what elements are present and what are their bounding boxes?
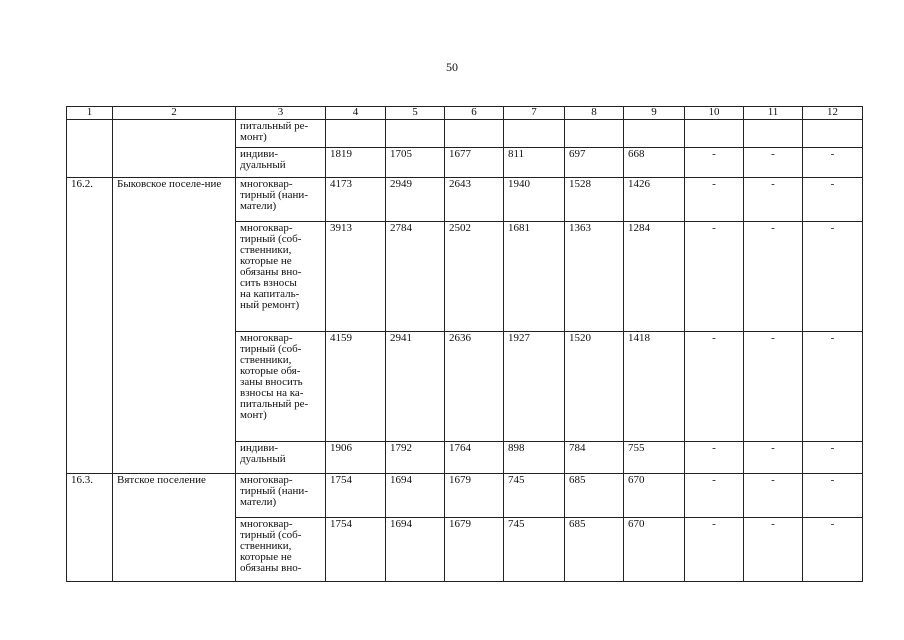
dash-cell: - <box>685 178 744 222</box>
value-cell: 1418 <box>624 332 685 442</box>
value-cell: 2949 <box>386 178 445 222</box>
value-cell: 1906 <box>326 442 386 474</box>
housing-type: питальный ре- монт) <box>236 120 326 148</box>
column-header: 1 <box>67 107 113 120</box>
value-cell: 4159 <box>326 332 386 442</box>
dash-cell: - <box>685 222 744 332</box>
tariff-table <box>66 106 863 582</box>
row-number <box>67 120 113 178</box>
value-cell: 2784 <box>386 222 445 332</box>
housing-type: многоквар- тирный (соб- ственники, которые не обязаны вно- <box>236 518 326 582</box>
dash-cell: - <box>744 518 803 582</box>
dash-cell: - <box>803 332 863 442</box>
value-cell: 1528 <box>565 178 624 222</box>
value-cell <box>565 120 624 148</box>
column-header: 2 <box>113 107 236 120</box>
column-header: 6 <box>445 107 504 120</box>
dash-cell: - <box>744 222 803 332</box>
table-row <box>67 474 863 518</box>
dash-cell: - <box>744 442 803 474</box>
dash-cell: - <box>744 148 803 178</box>
table-row <box>67 120 863 148</box>
value-cell <box>326 120 386 148</box>
value-cell: 1679 <box>445 518 504 582</box>
value-cell: 3913 <box>326 222 386 332</box>
dash-cell: - <box>744 178 803 222</box>
settlement-name: Быковское поселе-ние <box>113 178 236 474</box>
empty-cell <box>685 120 744 148</box>
value-cell: 1284 <box>624 222 685 332</box>
column-header: 10 <box>685 107 744 120</box>
settlement-name: Вятское поселение <box>113 474 236 582</box>
header-row <box>67 107 863 120</box>
dash-cell: - <box>744 474 803 518</box>
value-cell: 1677 <box>445 148 504 178</box>
dash-cell: - <box>803 178 863 222</box>
value-cell: 685 <box>565 518 624 582</box>
value-cell: 1940 <box>504 178 565 222</box>
value-cell: 745 <box>504 518 565 582</box>
value-cell <box>445 120 504 148</box>
housing-type: индиви- дуальный <box>236 148 326 178</box>
value-cell: 1363 <box>565 222 624 332</box>
housing-type: многоквар- тирный (соб- ственники, которые не обязаны вно- сить взносы на капиталь- ный ремонт) <box>236 222 326 332</box>
dash-cell: - <box>744 332 803 442</box>
dash-cell: - <box>685 442 744 474</box>
dash-cell: - <box>803 442 863 474</box>
page-number: 50 <box>446 60 458 74</box>
value-cell <box>386 120 445 148</box>
value-cell: 1927 <box>504 332 565 442</box>
column-header: 8 <box>565 107 624 120</box>
row-number: 16.3. <box>67 474 113 582</box>
value-cell: 811 <box>504 148 565 178</box>
value-cell: 784 <box>565 442 624 474</box>
value-cell: 1426 <box>624 178 685 222</box>
column-header: 11 <box>744 107 803 120</box>
value-cell: 1792 <box>386 442 445 474</box>
value-cell: 2941 <box>386 332 445 442</box>
value-cell: 2643 <box>445 178 504 222</box>
empty-cell <box>803 120 863 148</box>
value-cell: 2502 <box>445 222 504 332</box>
value-cell: 1754 <box>326 518 386 582</box>
column-header: 3 <box>236 107 326 120</box>
row-number: 16.2. <box>67 178 113 474</box>
dash-cell: - <box>685 148 744 178</box>
value-cell: 1705 <box>386 148 445 178</box>
housing-type: многоквар- тирный (нани- матели) <box>236 474 326 518</box>
dash-cell: - <box>803 222 863 332</box>
value-cell: 668 <box>624 148 685 178</box>
empty-cell <box>744 120 803 148</box>
column-header: 5 <box>386 107 445 120</box>
dash-cell: - <box>803 148 863 178</box>
value-cell: 1694 <box>386 474 445 518</box>
dash-cell: - <box>803 518 863 582</box>
value-cell: 755 <box>624 442 685 474</box>
value-cell: 1754 <box>326 474 386 518</box>
housing-type: индиви- дуальный <box>236 442 326 474</box>
value-cell: 670 <box>624 518 685 582</box>
value-cell: 685 <box>565 474 624 518</box>
column-header: 12 <box>803 107 863 120</box>
value-cell <box>504 120 565 148</box>
value-cell: 697 <box>565 148 624 178</box>
housing-type: многоквар- тирный (нани- матели) <box>236 178 326 222</box>
value-cell: 1520 <box>565 332 624 442</box>
column-header: 7 <box>504 107 565 120</box>
dash-cell: - <box>685 518 744 582</box>
value-cell: 4173 <box>326 178 386 222</box>
column-header: 9 <box>624 107 685 120</box>
value-cell: 1819 <box>326 148 386 178</box>
dash-cell: - <box>685 332 744 442</box>
column-header: 4 <box>326 107 386 120</box>
value-cell: 1694 <box>386 518 445 582</box>
value-cell: 2636 <box>445 332 504 442</box>
value-cell <box>624 120 685 148</box>
value-cell: 898 <box>504 442 565 474</box>
value-cell: 1679 <box>445 474 504 518</box>
value-cell: 670 <box>624 474 685 518</box>
table-row <box>67 178 863 222</box>
dash-cell: - <box>803 474 863 518</box>
housing-type: многоквар- тирный (соб- ственники, которые обя- заны вносить взносы на ка- питальный ре- монт) <box>236 332 326 442</box>
value-cell: 1764 <box>445 442 504 474</box>
dash-cell: - <box>685 474 744 518</box>
value-cell: 745 <box>504 474 565 518</box>
value-cell: 1681 <box>504 222 565 332</box>
settlement-name <box>113 120 236 178</box>
